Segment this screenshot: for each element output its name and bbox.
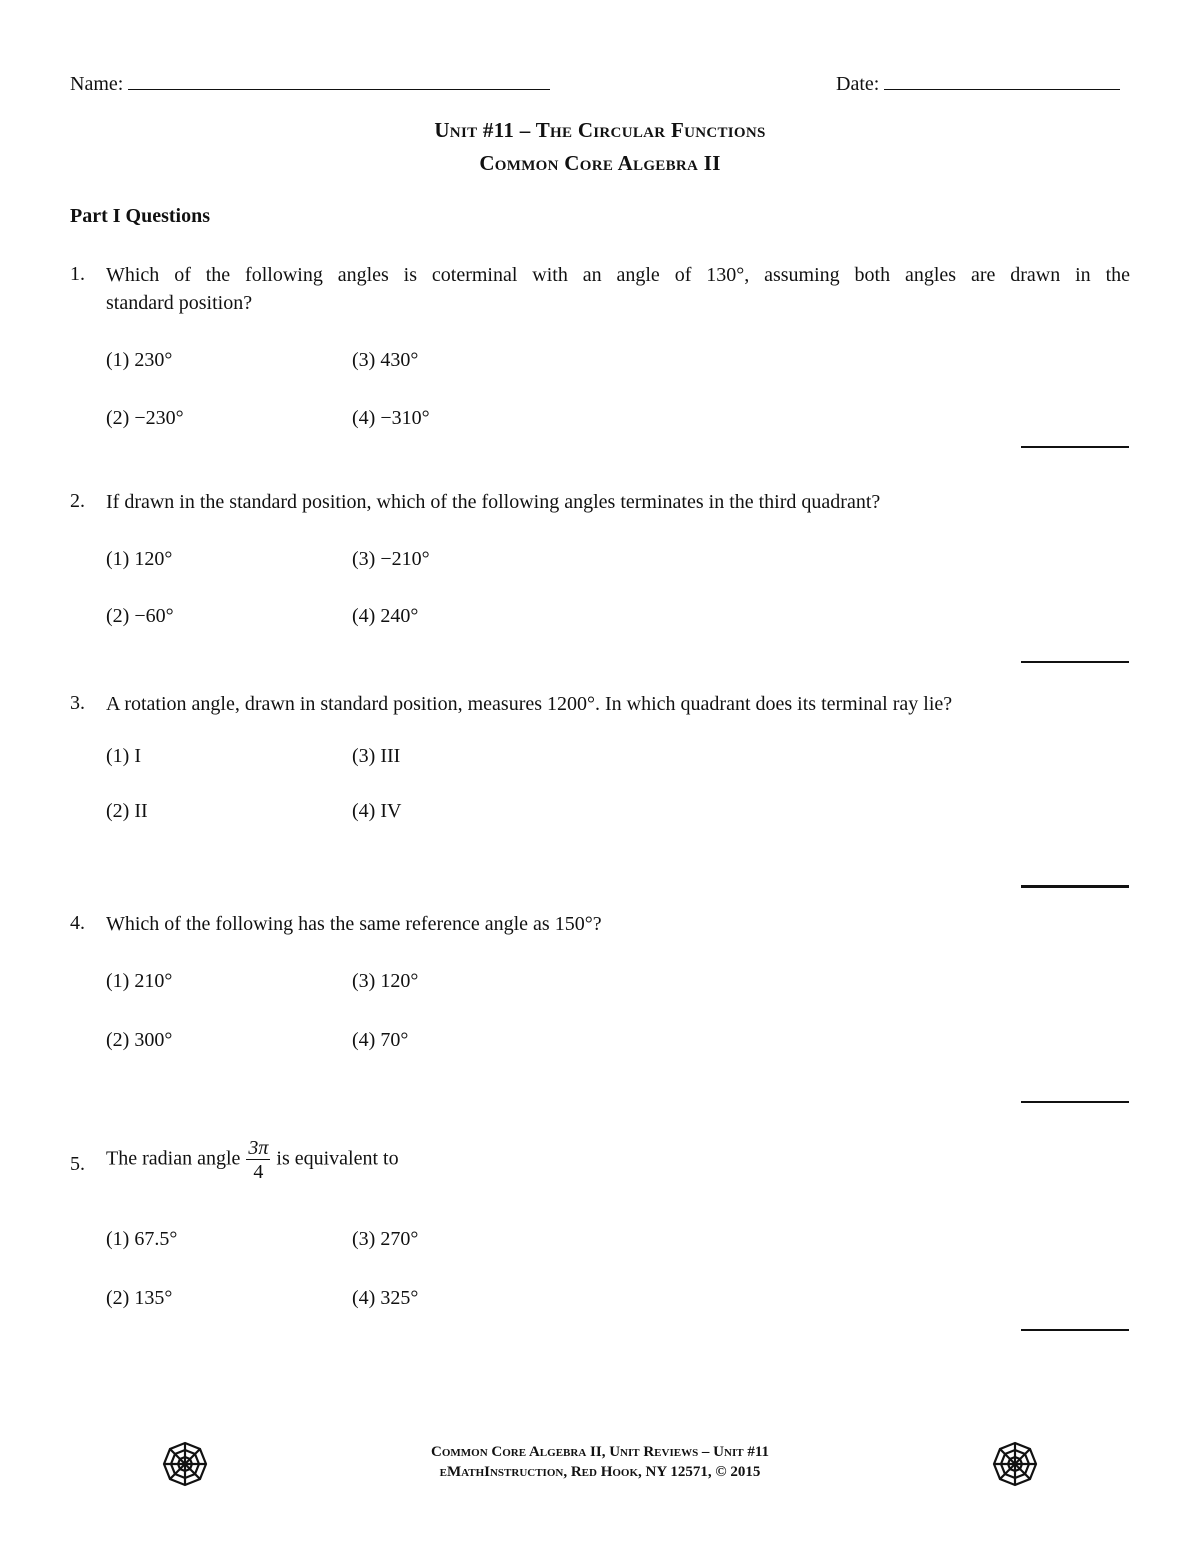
name-label: Name:: [70, 73, 124, 95]
part-heading: Part I Questions: [70, 205, 210, 227]
question-2-option-3[interactable]: (3) −210°: [352, 548, 430, 570]
question-5-option-3[interactable]: (3) 270°: [352, 1228, 419, 1250]
question-2-number: 2.: [70, 490, 85, 512]
question-1-option-4[interactable]: (4) −310°: [352, 407, 430, 429]
question-3-answer-line[interactable]: [1021, 885, 1129, 888]
question-3-option-2[interactable]: (2) II: [106, 800, 148, 822]
question-1-text-line-1: Which of the following angles is coterminal with an angle of 130°, assuming both angles are drawn in the: [106, 264, 1130, 286]
fraction-denominator: 4: [253, 1161, 264, 1183]
question-1-option-2[interactable]: (2) −230°: [106, 407, 184, 429]
footer-line-2: eMathInstruction, Red Hook, NY 12571, © 2015: [439, 1464, 761, 1480]
question-4-option-1[interactable]: (1) 210°: [106, 970, 173, 992]
question-2-option-2[interactable]: (2) −60°: [106, 605, 174, 627]
footer-line-1: Common Core Algebra II, Unit Reviews – Unit #11: [430, 1444, 770, 1460]
question-4-text: Which of the following has the same reference angle as 150°?: [106, 913, 602, 935]
title-line-2: Common Core Algebra II: [479, 151, 721, 175]
date-label: Date:: [836, 73, 880, 95]
question-5-option-2[interactable]: (2) 135°: [106, 1287, 173, 1309]
question-4-option-2[interactable]: (2) 300°: [106, 1029, 173, 1051]
question-5-text-before: The radian angle: [106, 1147, 241, 1170]
name-line[interactable]: [128, 89, 550, 90]
date-field[interactable]: [836, 73, 1120, 96]
date-line[interactable]: [884, 89, 1120, 90]
question-3-option-3[interactable]: (3) III: [352, 745, 401, 767]
question-1-text-line-2: standard position?: [106, 292, 253, 314]
title-line-1: Unit #11 – The Circular Functions: [434, 118, 766, 142]
question-3-number: 3.: [70, 692, 85, 714]
question-2-answer-line[interactable]: [1021, 661, 1129, 663]
question-1-answer-line[interactable]: [1021, 446, 1129, 448]
question-1-number: 1.: [70, 263, 85, 285]
question-5-option-1[interactable]: (1) 67.5°: [106, 1228, 178, 1250]
question-2-option-1[interactable]: (1) 120°: [106, 548, 173, 570]
question-2-text: If drawn in the standard position, which of the following angles terminates in the third quadrant?: [106, 491, 881, 513]
name-field[interactable]: [70, 73, 550, 96]
question-2-option-4[interactable]: (4) 240°: [352, 605, 419, 627]
question-1-option-1[interactable]: (1) 230°: [106, 349, 173, 371]
question-4-option-4[interactable]: (4) 70°: [352, 1029, 409, 1051]
question-4-answer-line[interactable]: [1021, 1101, 1129, 1103]
question-1-option-3[interactable]: (3) 430°: [352, 349, 419, 371]
question-5-text: [106, 1138, 399, 1182]
question-5-number: 5.: [70, 1153, 85, 1175]
question-4-number: 4.: [70, 912, 85, 934]
question-5-text-after: is equivalent to: [276, 1147, 399, 1170]
question-3-text: A rotation angle, drawn in standard position, measures 1200°. In which quadrant does its terminal ray lie?: [106, 693, 953, 715]
question-4-option-3[interactable]: (3) 120°: [352, 970, 419, 992]
question-5-option-4[interactable]: (4) 325°: [352, 1287, 419, 1309]
question-3-option-4[interactable]: (4) IV: [352, 800, 402, 822]
question-5-answer-line[interactable]: [1021, 1329, 1129, 1331]
radian-fraction: [246, 1138, 270, 1182]
fraction-numerator: 3π: [248, 1137, 269, 1159]
question-3-option-1[interactable]: (1) I: [106, 745, 141, 767]
